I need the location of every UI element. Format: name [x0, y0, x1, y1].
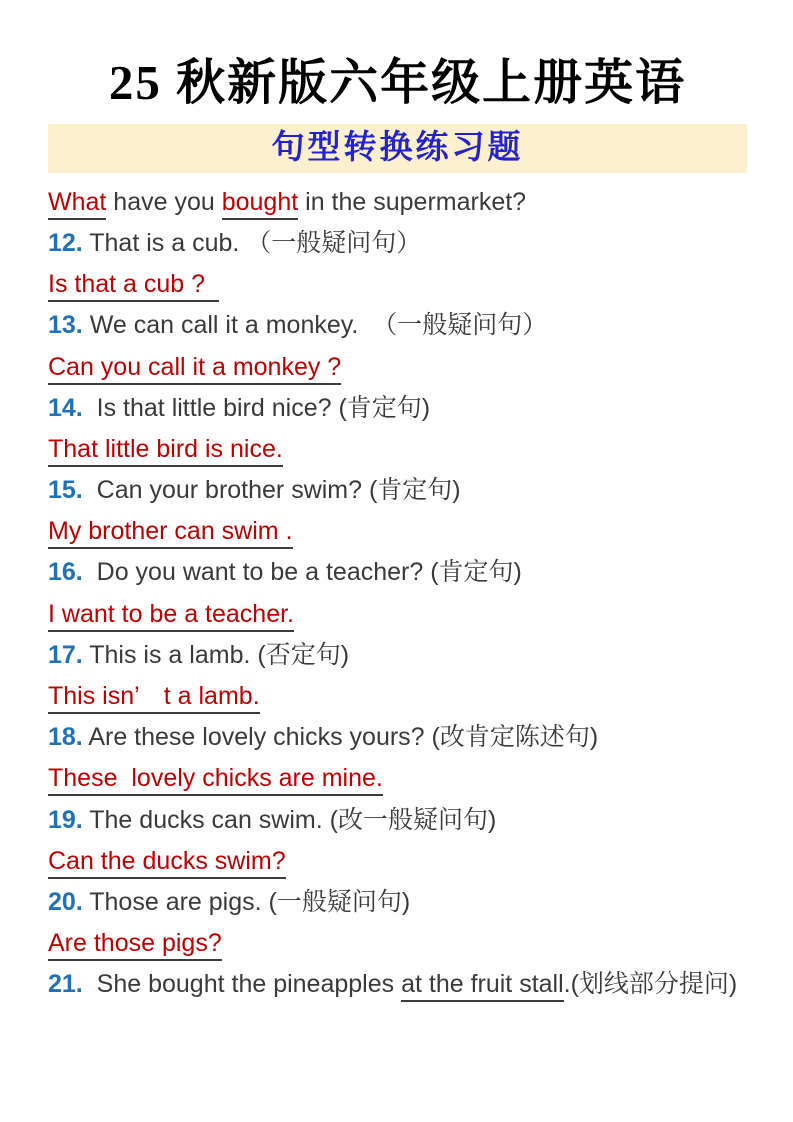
- text-segment: Can your brother swim? (肯定句): [82, 476, 461, 505]
- highlighted-underlined-word: What: [48, 188, 106, 220]
- answer-line: [48, 429, 747, 470]
- question-number: 13.: [48, 311, 83, 340]
- question-number: 15.: [48, 476, 83, 505]
- answer-line: [48, 676, 747, 717]
- question-number: 20.: [48, 887, 83, 916]
- exercise-lines: [48, 182, 747, 1006]
- question-continuation-line: [48, 182, 747, 223]
- answer-text: Can you call it a monkey ?: [48, 353, 341, 385]
- answer-text: These lovely chicks are mine.: [48, 764, 383, 796]
- question-number: 16.: [48, 558, 83, 587]
- question-line: [48, 552, 747, 593]
- page-title: 25 秋新版六年级上册英语: [108, 55, 687, 110]
- answer-text: That little bird is nice.: [48, 435, 283, 467]
- text-segment: Those are pigs. (一般疑问句): [82, 887, 411, 916]
- text-segment: That is a cub. （一般疑问句）: [82, 228, 422, 257]
- question-line: [48, 717, 747, 758]
- text-segment: The ducks can swim. (改一般疑问句): [82, 805, 497, 834]
- answer-line: [48, 264, 747, 305]
- question-number: 17.: [48, 640, 83, 669]
- question-line: [48, 388, 747, 429]
- question-line: [48, 305, 747, 346]
- text-segment: We can call it a monkey. （一般疑问句）: [82, 311, 548, 340]
- text-segment: She bought the pineapples: [82, 970, 402, 999]
- page-subtitle: 句型转换练习题: [271, 129, 524, 166]
- answer-text: Is that a cub ?: [48, 270, 219, 302]
- subtitle-band: [48, 124, 747, 173]
- underlined-phrase: at the fruit stall: [401, 970, 564, 1002]
- question-number: 12.: [48, 228, 83, 257]
- question-number: 19.: [48, 805, 83, 834]
- question-line: [48, 800, 747, 841]
- answer-text: This isn’ t a lamb.: [48, 682, 260, 714]
- answer-text: Are those pigs?: [48, 929, 222, 961]
- highlighted-underlined-word: bought: [222, 188, 298, 220]
- answer-line: [48, 511, 747, 552]
- question-line: [48, 470, 747, 511]
- text-segment: This is a lamb. (否定句): [82, 640, 350, 669]
- answer-line: [48, 758, 747, 799]
- text-segment: in the supermarket?: [298, 187, 527, 216]
- text-segment: have you: [106, 187, 222, 216]
- question-number: 18.: [48, 723, 83, 752]
- answer-text: Can the ducks swim?: [48, 847, 286, 879]
- answer-line: [48, 923, 747, 964]
- question-line: [48, 882, 747, 923]
- text-segment: Do you want to be a teacher? (肯定句): [82, 558, 522, 587]
- answer-line: [48, 347, 747, 388]
- answer-line: [48, 594, 747, 635]
- answer-text: I want to be a teacher.: [48, 600, 294, 632]
- question-number: 21.: [48, 970, 83, 999]
- text-segment: Is that little bird nice? (肯定句): [82, 393, 431, 422]
- answer-text: My brother can swim .: [48, 517, 293, 549]
- question-line: [48, 223, 747, 264]
- answer-line: [48, 841, 747, 882]
- text-segment: .(划线部分提问): [563, 970, 738, 999]
- question-line: [48, 635, 747, 676]
- text-segment: Are these lovely chicks yours? (改肯定陈述句): [82, 723, 599, 752]
- question-line: [48, 964, 747, 1005]
- question-number: 14.: [48, 393, 83, 422]
